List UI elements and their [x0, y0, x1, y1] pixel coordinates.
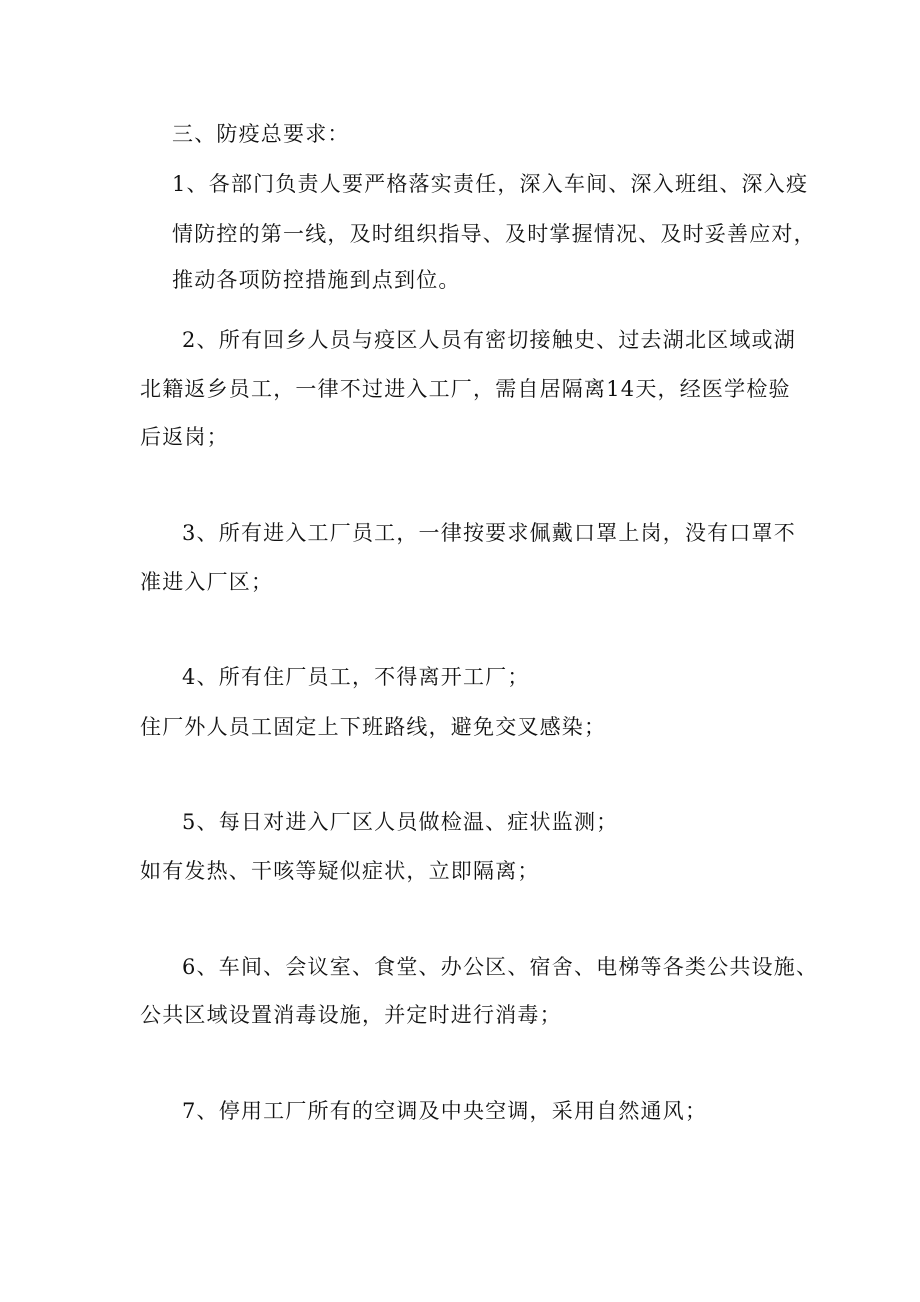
section-heading: 三、防疫总要求：	[172, 122, 350, 146]
item-6-line-1: 6、车间、会议室、食堂、办公区、宿舍、电梯等各类公共设施、	[182, 955, 819, 979]
item-2-line-2: 北籍返乡员工，一律不过进入工厂，需自居隔离14天，经医学检验	[140, 377, 791, 401]
item-4-line-2: 住厂外人员工固定上下班路线，避免交叉感染；	[140, 715, 607, 739]
item-5-line-1: 5、每日对进入厂区人员做检温、症状监测；	[182, 810, 619, 834]
item-5-line-2: 如有发热、干咳等疑似症状，立即隔离；	[140, 859, 540, 883]
item-7-line-1: 7、停用工厂所有的空调及中央空调，采用自然通风；	[182, 1099, 708, 1123]
item-1-line-1: 1、各部门负责人要严格落实责任，深入车间、深入班组、深入疫	[172, 172, 809, 196]
item-4-line-1: 4、所有住厂员工，不得离开工厂；	[182, 665, 530, 689]
item-2-line-3: 后返岗；	[140, 425, 229, 449]
item-1-line-3: 推动各项防控措施到点到位。	[172, 268, 461, 292]
item-3-line-2: 准进入厂区；	[140, 570, 274, 594]
item-2-line-1: 2、所有回乡人员与疫区人员有密切接触史、过去湖北区域或湖	[182, 328, 796, 352]
item-1-line-2: 情防控的第一线，及时组织指导、及时掌握情况、及时妥善应对，	[172, 222, 816, 246]
item-6-line-2: 公共区域设置消毒设施，并定时进行消毒；	[140, 1003, 562, 1027]
item-3-line-1: 3、所有进入工厂员工，一律按要求佩戴口罩上岗，没有口罩不	[182, 521, 796, 545]
